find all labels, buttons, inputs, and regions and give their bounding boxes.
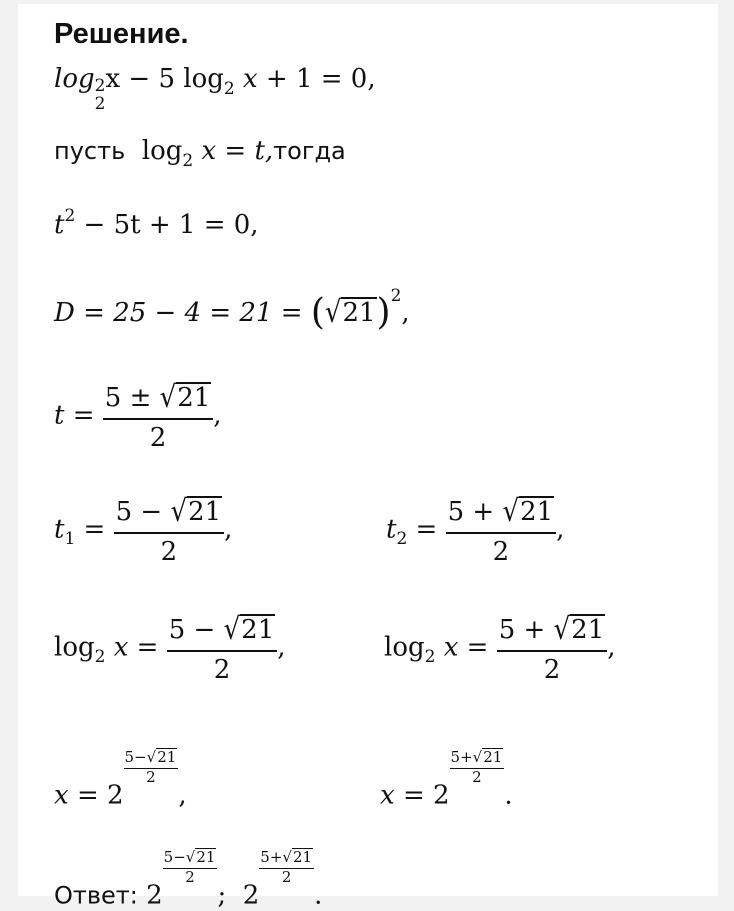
eq1-base2: 2 [223,79,235,99]
solution-heading: Решение. [54,18,189,50]
eq6-right-comma: , [556,514,565,545]
equation-4 [54,286,410,333]
eq6-left-den: 2 [160,536,178,567]
eq7-left-radical: √ [223,612,241,648]
eq6-right-eq: = [415,514,438,545]
eq8-left-eq: = 2 [76,780,124,811]
eq7-right-radical: √ [553,612,571,648]
answer-num-2: 5+ [260,848,283,866]
answer-radical-2: √ [282,848,292,866]
eq6-right-sub: 2 [396,529,408,550]
answer-label: Ответ: [54,881,138,910]
eq7-right-log: log [384,632,425,663]
eq5-radicand: 21 [177,383,211,413]
eq6-left-num: 5 − [115,497,171,527]
eq3-t: t [54,210,65,240]
equation-5 [54,382,222,451]
eq8-right-radicand: 21 [483,748,503,766]
answer-radical-1: √ [185,848,196,866]
eq8-right-x: x [380,780,395,811]
eq4-lpar: ( [310,292,325,333]
eq6-left-sub: 1 [64,529,76,550]
eq6-right-den: 2 [492,536,510,567]
eq4-radical: √ [324,295,342,331]
answer-separator: ; [217,880,227,911]
eq1-pow: 2 [94,76,106,96]
eq3-pow: 2 [64,206,76,226]
eq7-left-comma: , [277,632,286,663]
eq6-left-t: t [54,514,65,545]
eq6-left-radical: √ [170,494,188,530]
answer-num-1: 5− [163,848,186,866]
eq1-mid: − 5 log [128,64,224,94]
equation-8-left [54,748,187,809]
eq8-left-exponent [124,748,179,785]
eq7-left-fraction [167,614,278,683]
eq7-left-base: 2 [94,647,106,668]
eq1-log: log [54,64,95,94]
eq2-eq: = t, [224,136,274,166]
eq7-right-eq: = [466,632,489,663]
eq8-right-comma: . [504,780,513,811]
answer-den-1: 2 [185,867,195,886]
eq5-radical: √ [159,380,177,416]
eq1-var: x [242,64,258,94]
eq6-right-fraction [446,496,557,565]
answer-den-2: 2 [281,867,292,886]
eq8-left-den: 2 [146,767,156,786]
eq4-radicand: 21 [342,298,376,328]
eq8-left-radicand: 21 [157,748,177,766]
answer-line [54,848,322,909]
eq5-den: 2 [149,422,167,453]
answer-base-1: 2 [146,880,163,911]
eq7-right-x: x [443,632,459,663]
equation-1 [54,66,376,114]
eq5-num: 5 ± [104,383,160,413]
eq6-right-radicand: 21 [520,497,554,527]
equation-7-right [384,614,616,683]
eq6-right-t: t [386,514,397,545]
eq4-rpar: ) [376,292,391,333]
answer-radicand-2: 21 [292,848,313,866]
eq8-left-comma: , [178,780,187,811]
answer-exponent-2 [259,848,314,885]
eq7-right-num: 5 + [498,615,554,645]
eq5-fraction [103,382,214,451]
eq6-left-comma: , [224,514,233,545]
eq6-left-eq: = [83,514,106,545]
eq8-right-radical: √ [472,748,483,766]
eq4-text: D = 25 − 4 = 21 = [54,298,303,328]
eq7-right-radicand: 21 [571,615,605,645]
eq7-right-base: 2 [424,647,436,668]
eq2-word-then: тогда [273,137,346,165]
eq8-right-num: 5+ [450,748,473,766]
answer-base-2: 2 [242,880,260,911]
eq7-left-x: x [113,632,129,663]
eq7-left-den: 2 [213,654,231,685]
eq1-end: + 1 = 0, [265,64,376,94]
eq1-x: x [105,64,121,94]
eq8-left-radical: √ [146,748,157,766]
eq8-right-exponent [450,748,505,785]
eq7-left-eq: = [136,632,159,663]
answer-radicand-1: 21 [196,848,216,866]
eq1-base: 2 [94,93,106,114]
answer-exponent-1 [163,848,218,885]
eq6-right-num: 5 + [447,497,503,527]
eq7-right-fraction [497,614,608,683]
eq6-left-radicand: 21 [188,497,222,527]
eq2-x: x [201,136,217,166]
eq6-right-radical: √ [502,494,520,530]
eq5-comma: , [213,400,222,431]
equation-6-left [54,496,232,565]
equation-3 [54,206,259,240]
eq2-log: log [141,136,183,166]
equation-8-right [380,748,513,809]
equation-6-right [386,496,564,565]
eq2-word-let: пусть [54,137,126,165]
eq2-base: 2 [182,151,194,171]
eq6-left-fraction [114,496,225,565]
eq7-left-radicand: 21 [241,615,275,645]
eq5-lhs: t = [54,400,95,431]
eq3-rest: − 5t + 1 = 0, [83,210,259,240]
eq8-right-den: 2 [472,767,482,786]
equation-7-left [54,614,286,683]
eq8-left-x: x [54,780,69,811]
answer-end: . [314,880,323,911]
eq4-pow: 2 [390,286,402,306]
eq4-comma: , [401,298,410,328]
equation-2 [54,136,346,171]
eq7-left-log: log [54,632,95,663]
eq7-right-den: 2 [543,654,561,685]
eq7-right-comma: , [607,632,616,663]
eq7-left-num: 5 − [168,615,224,645]
eq8-right-eq: = 2 [402,780,450,811]
eq8-left-num: 5− [124,748,147,766]
